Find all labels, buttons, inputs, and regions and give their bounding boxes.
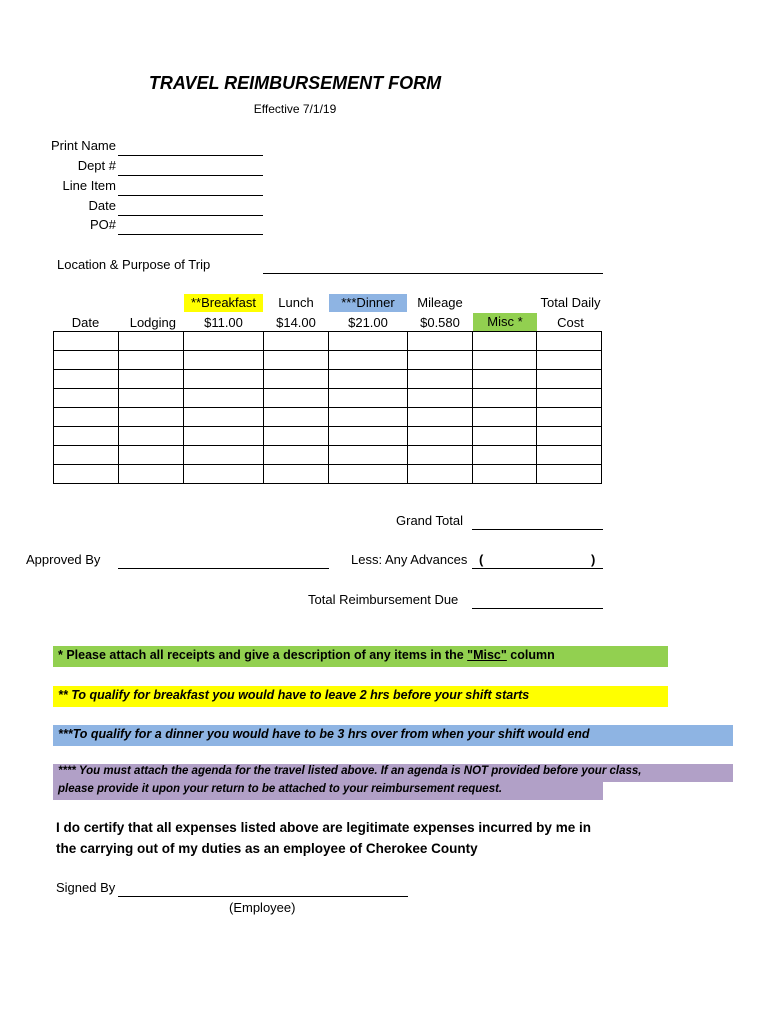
total-cell[interactable] bbox=[537, 408, 602, 427]
mileage-cell[interactable] bbox=[408, 465, 473, 484]
lunch-cell[interactable] bbox=[264, 389, 329, 408]
date-cell[interactable] bbox=[54, 351, 119, 370]
advances-paren-close: ) bbox=[591, 552, 596, 567]
lunch-cell[interactable] bbox=[264, 351, 329, 370]
misc-cell[interactable] bbox=[473, 446, 537, 465]
total-due-label: Total Reimbursement Due bbox=[308, 592, 459, 607]
total-cell[interactable] bbox=[537, 370, 602, 389]
total-cell[interactable] bbox=[537, 351, 602, 370]
total-cell[interactable] bbox=[537, 389, 602, 408]
date-col-header: Date bbox=[71, 315, 100, 330]
misc-note: * Please attach all receipts and give a description of any items in the "Misc" column bbox=[53, 646, 668, 667]
misc-cell[interactable] bbox=[473, 389, 537, 408]
mileage-header: Mileage bbox=[417, 295, 463, 310]
agenda-note-line1: **** You must attach the agenda for the travel listed above. If an agenda is NOT provided before your class, bbox=[53, 764, 733, 782]
grand-total-field[interactable] bbox=[472, 514, 603, 530]
mileage-cell[interactable] bbox=[408, 427, 473, 446]
date-cell[interactable] bbox=[54, 427, 119, 446]
misc-cell[interactable] bbox=[473, 351, 537, 370]
misc-cell[interactable] bbox=[473, 465, 537, 484]
effective-date: Effective 7/1/19 bbox=[253, 102, 337, 116]
date-cell[interactable] bbox=[54, 408, 119, 427]
lunch-cell[interactable] bbox=[264, 332, 329, 351]
lodging-cell[interactable] bbox=[119, 408, 184, 427]
expense-table bbox=[53, 331, 602, 484]
dinner-cell[interactable] bbox=[329, 465, 408, 484]
breakfast-header: **Breakfast bbox=[184, 294, 263, 312]
misc-cell[interactable] bbox=[473, 370, 537, 389]
purpose-label: Location & Purpose of Trip bbox=[57, 257, 211, 272]
mileage-cell[interactable] bbox=[408, 408, 473, 427]
cost-col-header: Cost bbox=[557, 315, 584, 330]
dept-field[interactable] bbox=[118, 160, 263, 176]
certification-line2: the carrying out of my duties as an employee of Cherokee County bbox=[56, 841, 478, 856]
approved-by-field[interactable] bbox=[118, 553, 329, 569]
line-item-field[interactable] bbox=[118, 180, 263, 196]
date-cell[interactable] bbox=[54, 332, 119, 351]
dinner-cell[interactable] bbox=[329, 370, 408, 389]
misc-cell[interactable] bbox=[473, 408, 537, 427]
mileage-cell[interactable] bbox=[408, 332, 473, 351]
lunch-cell[interactable] bbox=[264, 446, 329, 465]
misc-cell[interactable] bbox=[473, 332, 537, 351]
misc-col-header: Misc * bbox=[473, 313, 537, 331]
purpose-field[interactable] bbox=[263, 258, 603, 274]
table-row bbox=[54, 351, 602, 370]
grand-total-label: Grand Total bbox=[396, 513, 463, 528]
lunch-cell[interactable] bbox=[264, 427, 329, 446]
total-cell[interactable] bbox=[537, 427, 602, 446]
lunch-header: Lunch bbox=[278, 295, 314, 310]
lodging-cell[interactable] bbox=[119, 389, 184, 408]
table-row bbox=[54, 427, 602, 446]
mileage-cell[interactable] bbox=[408, 370, 473, 389]
table-row bbox=[54, 370, 602, 389]
mileage-cell[interactable] bbox=[408, 351, 473, 370]
total-cell[interactable] bbox=[537, 446, 602, 465]
print-name-field[interactable] bbox=[118, 140, 263, 156]
signature-field[interactable] bbox=[118, 881, 408, 897]
advances-field[interactable] bbox=[472, 553, 603, 569]
breakfast-rate: $11.00 bbox=[204, 315, 243, 330]
advances-paren-open: ( bbox=[479, 552, 484, 567]
date-cell[interactable] bbox=[54, 389, 119, 408]
total-cell[interactable] bbox=[537, 332, 602, 351]
mileage-cell[interactable] bbox=[408, 446, 473, 465]
breakfast-cell[interactable] bbox=[184, 332, 264, 351]
table-row bbox=[54, 408, 602, 427]
lodging-cell[interactable] bbox=[119, 351, 184, 370]
lunch-rate: $14.00 bbox=[276, 315, 316, 330]
lodging-cell[interactable] bbox=[119, 446, 184, 465]
po-label: PO# bbox=[89, 217, 116, 232]
approved-by-label: Approved By bbox=[26, 552, 101, 567]
agenda-note-line2: please provide it upon your return to be attached to your reimbursement request. bbox=[53, 782, 603, 800]
lodging-col-header: Lodging bbox=[129, 315, 176, 330]
table-row bbox=[54, 332, 602, 351]
dinner-header: ***Dinner bbox=[329, 294, 407, 312]
total-cell[interactable] bbox=[537, 465, 602, 484]
lodging-cell[interactable] bbox=[119, 370, 184, 389]
table-row bbox=[54, 465, 602, 484]
print-name-label: Print Name bbox=[50, 138, 116, 153]
lodging-cell[interactable] bbox=[119, 332, 184, 351]
signed-by-label: Signed By bbox=[56, 880, 116, 895]
breakfast-cell[interactable] bbox=[184, 446, 264, 465]
lodging-cell[interactable] bbox=[119, 427, 184, 446]
dinner-cell[interactable] bbox=[329, 446, 408, 465]
breakfast-cell[interactable] bbox=[184, 465, 264, 484]
dinner-cell[interactable] bbox=[329, 389, 408, 408]
dinner-cell[interactable] bbox=[329, 408, 408, 427]
date-label: Date bbox=[88, 198, 116, 213]
breakfast-cell[interactable] bbox=[184, 389, 264, 408]
table-row bbox=[54, 389, 602, 408]
advances-label: Less: Any Advances bbox=[351, 552, 468, 567]
mileage-rate: $0.580 bbox=[420, 315, 460, 330]
breakfast-cell[interactable] bbox=[184, 408, 264, 427]
lunch-cell[interactable] bbox=[264, 370, 329, 389]
date-cell[interactable] bbox=[54, 446, 119, 465]
mileage-cell[interactable] bbox=[408, 389, 473, 408]
certification-line1: I do certify that all expenses listed above are legitimate expenses incurred by me in bbox=[56, 820, 591, 835]
line-item-label: Line Item bbox=[62, 178, 116, 193]
breakfast-cell[interactable] bbox=[184, 351, 264, 370]
misc-cell[interactable] bbox=[473, 427, 537, 446]
form-title: TRAVEL REIMBURSEMENT FORM bbox=[148, 73, 442, 93]
total-daily-header: Total Daily bbox=[540, 295, 601, 310]
lodging-cell[interactable] bbox=[119, 465, 184, 484]
date-field[interactable] bbox=[118, 200, 263, 216]
lunch-cell[interactable] bbox=[264, 465, 329, 484]
breakfast-note: ** To qualify for breakfast you would have to leave 2 hrs before your shift starts bbox=[53, 686, 668, 707]
breakfast-cell[interactable] bbox=[184, 370, 264, 389]
total-due-field[interactable] bbox=[472, 593, 603, 609]
dinner-rate: $21.00 bbox=[348, 315, 388, 330]
misc-note-link: "Misc" bbox=[467, 648, 507, 662]
date-cell[interactable] bbox=[54, 370, 119, 389]
lunch-cell[interactable] bbox=[264, 408, 329, 427]
dinner-note: ***To qualify for a dinner you would have to be 3 hrs over from when your shift would end bbox=[53, 725, 733, 746]
dinner-cell[interactable] bbox=[329, 332, 408, 351]
breakfast-cell[interactable] bbox=[184, 427, 264, 446]
dinner-cell[interactable] bbox=[329, 427, 408, 446]
dinner-cell[interactable] bbox=[329, 351, 408, 370]
table-row bbox=[54, 446, 602, 465]
date-cell[interactable] bbox=[54, 465, 119, 484]
employee-caption: (Employee) bbox=[229, 900, 296, 915]
dept-label: Dept # bbox=[77, 158, 116, 173]
po-field[interactable] bbox=[118, 219, 263, 235]
